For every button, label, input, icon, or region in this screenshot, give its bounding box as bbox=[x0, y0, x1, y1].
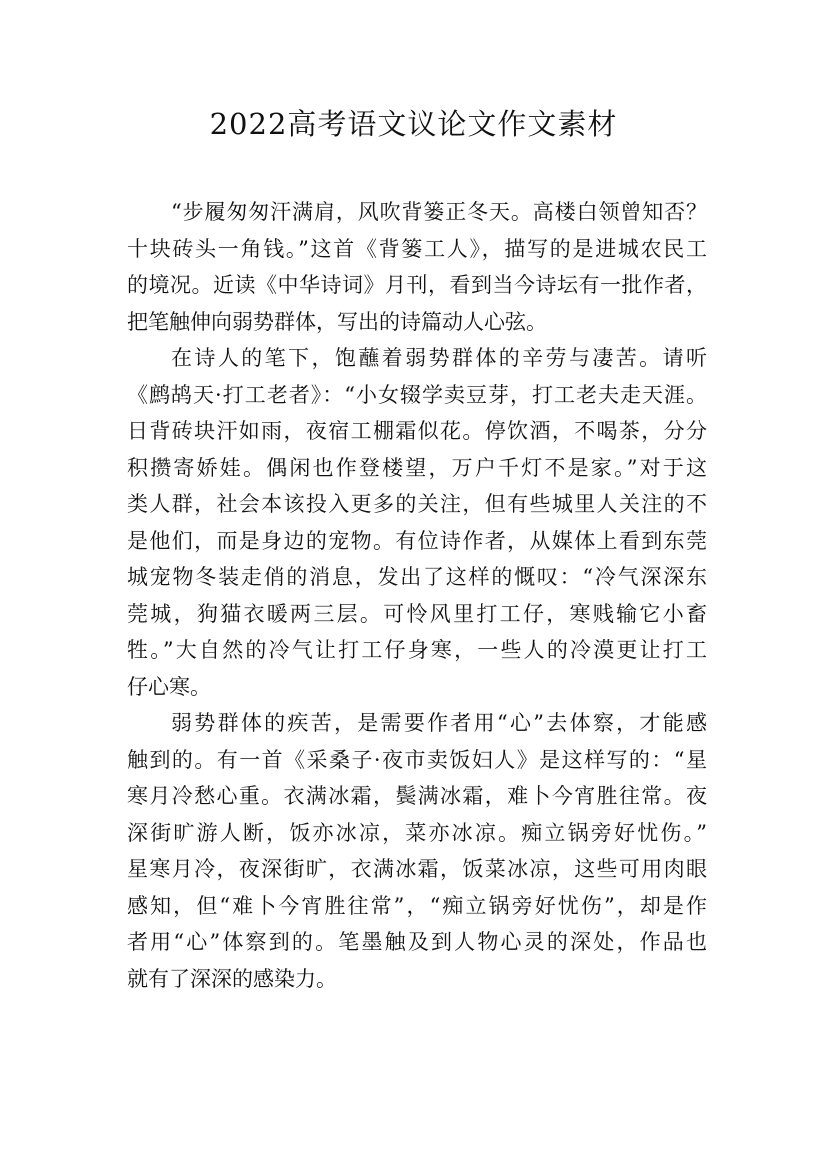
paragraph-line: 是他们，而是身边的宠物。有位诗作者，从媒体上看到东莞 bbox=[127, 528, 707, 553]
paragraph-line: 仔心寒。 bbox=[127, 674, 211, 699]
paragraph-line: 者用“心”体察到的。笔墨触及到人物心灵的深处，作品也 bbox=[127, 930, 707, 954]
paragraph-line: 《鹧鸪天·打工老者》：“小女辍学卖豆芽，打工老夫走天涯。 bbox=[127, 382, 707, 407]
paragraph-line: 十块砖头一角钱。”这首《背篓工人》，描写的是进城农民工 bbox=[127, 236, 707, 261]
paragraph-line: 莞城，狗猫衣暖两三层。可怜风里打工仔，寒贱输它小畜 bbox=[127, 601, 707, 626]
paragraph-3 bbox=[127, 705, 707, 997]
paragraph-line: 日背砖块汗如雨，夜宿工棚霜似花。停饮酒，不喝茶，分分 bbox=[127, 419, 707, 443]
paragraph-2 bbox=[127, 340, 707, 705]
paragraph-line: 感知，但“难卜今宵胜往常”，“痴立锅旁好忧伤”，却是作 bbox=[127, 893, 707, 918]
paragraph-line: 把笔触伸向弱势群体，写出的诗篇动人心弦。 bbox=[127, 309, 547, 334]
paragraph-1 bbox=[127, 194, 707, 340]
paragraph-line: 寒月冷愁心重。衣满冰霜，鬓满冰霜，难卜今宵胜往常。夜 bbox=[127, 784, 707, 808]
paragraph-line: 深街旷游人断，饭亦冰凉，菜亦冰凉。痴立锅旁好忧伤。” bbox=[127, 820, 707, 845]
paragraph-line: 触到的。有一首《采桑子·夜市卖饭妇人》是这样写的：“星 bbox=[127, 747, 707, 772]
paragraph-line: 星寒月冷，夜深街旷，衣满冰霜，饭菜冰凉，这些可用肉眼 bbox=[127, 857, 707, 881]
paragraph-line: 就有了深深的感染力。 bbox=[127, 966, 337, 991]
paragraph-line: 在诗人的笔下，饱蘸着弱势群体的辛劳与凄苦。请听 bbox=[171, 346, 707, 370]
paragraph-line: 弱势群体的疾苦，是需要作者用“心”去体察，才能感 bbox=[171, 711, 707, 735]
paragraph-line: 积攒寄娇娃。偶闲也作登楼望，万户千灯不是家。”对于这 bbox=[127, 455, 707, 480]
paragraph-line: 的境况。近读《中华诗词》月刊，看到当今诗坛有一批作者， bbox=[127, 273, 707, 297]
document-body bbox=[127, 194, 707, 997]
document-title: 2022高考语文议论文作文素材 bbox=[209, 107, 618, 141]
paragraph-line: 牲。”大自然的冷气让打工仔身寒，一些人的冷漠更让打工 bbox=[127, 638, 707, 662]
paragraph-line: 类人群，社会本该投入更多的关注，但有些城里人关注的不 bbox=[127, 492, 707, 516]
paragraph-line: “步履匆匆汗满肩，风吹背篓正冬天。高楼白领曾知否？ bbox=[171, 200, 707, 224]
paragraph-line: 城宠物冬装走俏的消息，发出了这样的慨叹：“冷气深深东 bbox=[127, 565, 707, 589]
